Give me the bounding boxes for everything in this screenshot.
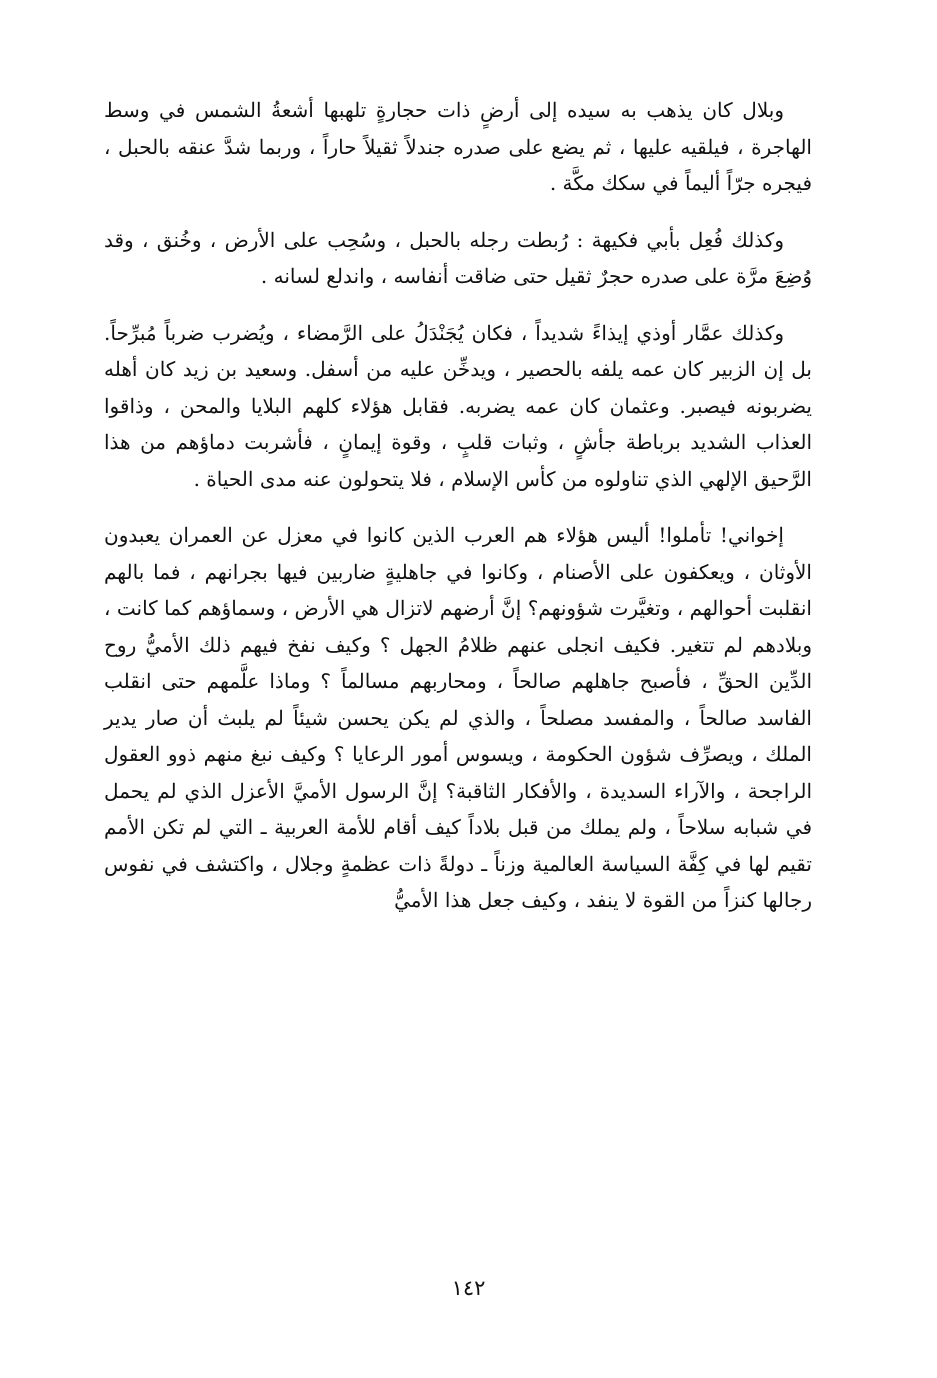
paragraph-ammar: وكذلك عمَّار أوذي إيذاءً شديداً ، فكان يُجَنْدَلُ على الرَّمضاء ، ويُضرب ضرباً مُبرِّحاً. بل إن الزبير كان عمه يلفه بالحصير ، ويدخِّن عليه من أسفل. وسعيد بن زيد كان أهله يضربونه فيصبر. وعثمان كان عمه يضربه. فقابل هؤلاء كلهم البلايا والمحن ، وذاقوا العذاب الشديد برباطة جأشٍ ، وثبات قلبٍ ، وقوة إيمانٍ ، فأشربت دماؤهم من هذا الرَّحيق الإلهي الذي تناولوه من كأس الإسلام ، فلا يتحولون عنه مدى الحياة . <box>104 320 812 491</box>
paragraph-abu-fakiha: وكذلك فُعِل بأبي فكيهة : رُبطت رجله بالحبل ، وسُحِب على الأرض ، وخُنق ، وقد وُضِعَ مرَّة على صدره حجرٌ ثقيل حتى ضاقت أنفاسه ، واندلع لسانه . <box>104 227 812 288</box>
paragraph-brothers: إخواني! تأملوا! أليس هؤلاء هم العرب الذين كانوا في معزل عن العمران يعبدون الأوثان ، ويعكفون على الأصنام ، وكانوا في جاهليةٍ ضاربين فيها بجرانهم ، فما بالهم انقلبت أحوالهم ، وتغيَّرت شؤونهم؟ إنَّ أرضهم لاتزال هي الأرض ، وسماؤهم كما كانت ، وبلادهم لم تتغير. فكيف انجلى عنهم ظلامُ الجهل ؟ وكيف نفخ فيهم ذلك الأميُّ روح الدِّين الحقِّ ، فأصبح جاهلهم صالحاً ، ومحاربهم مسالماً ؟ وماذا علَّمهم حتى انقلب الفاسد صالحاً ، والمفسد مصلحاً ، والذي لم يكن يحسن شيئاً لم يلبث أن صار يدير الملك ، ويصرِّف شؤون الحكومة ، ويسوس أمور الرعايا ؟ وكيف نبغ منهم ذوو العقول الراجحة ، والآراء السديدة ، والأفكار الثاقبة؟ إنَّ الرسول الأميَّ الأعزل الذي لم يحمل في شبابه سلاحاً ، ولم يملك من قبل بلاداً كيف أقام للأمة العربية ـ التي لم تكن الأمم تقيم لها في كِفَّة السياسة العالمية وزناً ـ دولةً ذات عظمةٍ وجلال ، واكتشف في نفوس رجالها كنزاً من القوة لا ينفد ، وكيف جعل هذا الأميُّ <box>104 523 812 912</box>
paragraph-bilal: وبلال كان يذهب به سيده إلى أرضٍ ذات حجارةٍ تلهبها أشعةُ الشمس في وسط الهاجرة ، فيلقيه عليها ، ثم يضع على صدره جندلاً ثقيلاً حاراً ، وربما شدَّ عنقه بالحبل ، فيجره جرّاً أليماً في سكك مكَّة . <box>104 98 812 195</box>
page-number: ١٤٢ <box>451 1276 486 1300</box>
page-body <box>104 92 812 939</box>
